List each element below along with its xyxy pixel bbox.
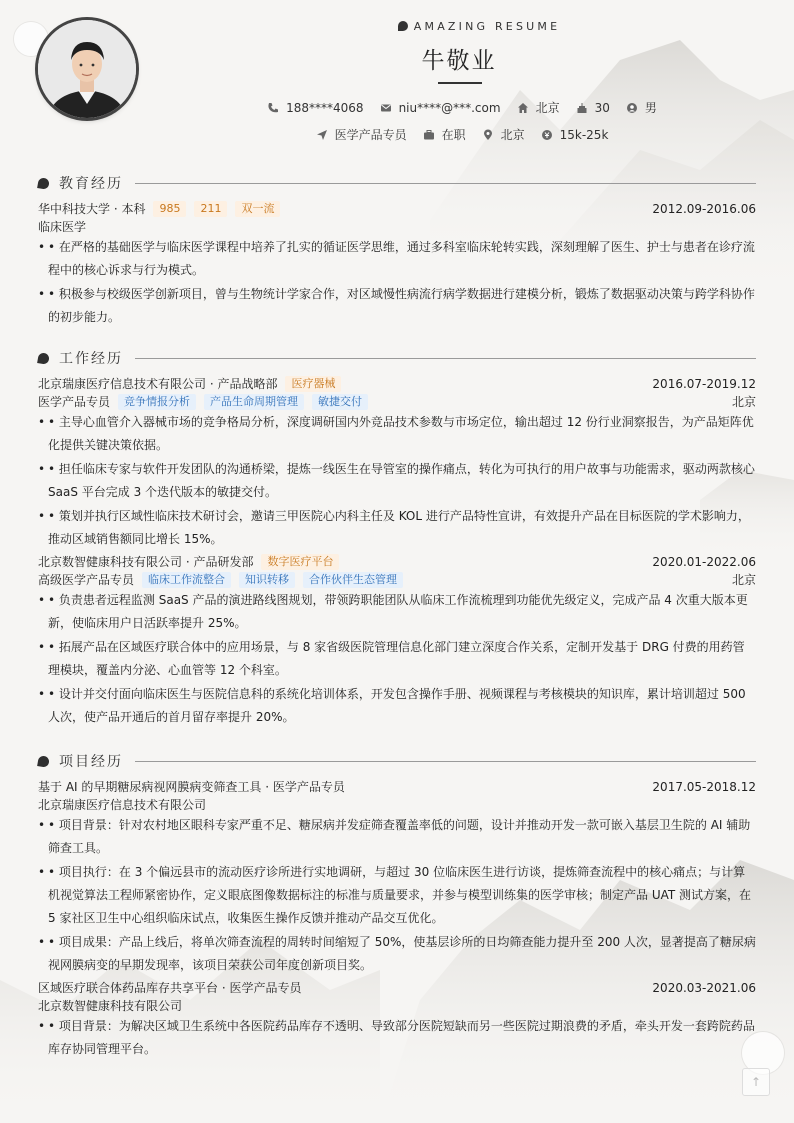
project-entry bbox=[38, 979, 756, 1061]
intent-city: 北京 bbox=[482, 126, 525, 143]
section-header bbox=[38, 751, 756, 771]
job-entry bbox=[38, 375, 756, 551]
list-item: • • 策划并执行区域性临床技术研讨会，邀请三甲医院心内科主任及 KOL 进行产品特性宣讲，有效提升产品在目标医院的学术影响力，推动区域销售额同比增长 15%。 bbox=[38, 505, 756, 551]
list-item: • • 拓展产品在区域医疗联合体中的应用场景，与 8 家省级医院管理信息化部门建立深度合作关系，定制开发基于 DRG 付费的用药管理模块，覆盖内分泌、心血管等 12 个科室。 bbox=[38, 636, 756, 682]
contact-email: niu****@***.com bbox=[380, 99, 501, 116]
project-bullets bbox=[38, 814, 756, 977]
candidate-name: 牛敬业 bbox=[421, 48, 497, 74]
intent-salary: 15k-25k bbox=[541, 126, 609, 143]
mail-icon bbox=[380, 102, 392, 114]
project-period: 2020.03-2021.06 bbox=[652, 981, 756, 995]
list-item: • • 设计并交付面向临床医生与医院信息科的系统化培训体系，开发包含操作手册、视频课程与考核模块的知识库，累计培训超过 500 人次，使产品开通后的首月留存率提升 20%。 bbox=[38, 683, 756, 729]
contact-row bbox=[0, 99, 794, 116]
company-name: 北京瑞康医疗信息技术有限公司 · 产品战略部 bbox=[38, 377, 278, 391]
section-header bbox=[38, 348, 756, 368]
send-icon bbox=[316, 129, 328, 141]
job-city: 北京 bbox=[731, 395, 756, 409]
scroll-top-button[interactable] bbox=[742, 1068, 770, 1096]
leaf-icon bbox=[398, 21, 408, 31]
section-title: 教育经历 bbox=[59, 176, 123, 192]
intent-position: 医学产品专员 bbox=[316, 126, 407, 143]
project-name: 基于 AI 的早期糖尿病视网膜病变筛查工具 · 医学产品专员 bbox=[38, 780, 345, 794]
project-entry bbox=[38, 778, 756, 977]
job-entry bbox=[38, 553, 756, 729]
job-intent-row bbox=[0, 126, 794, 143]
skill-tag: 敏捷交付 bbox=[312, 394, 368, 410]
contact-phone: 188****4068 bbox=[267, 99, 363, 116]
contact-home: 北京 bbox=[517, 99, 560, 116]
project-company: 北京数智健康科技有限公司 bbox=[38, 999, 183, 1013]
school-tag: 双一流 bbox=[235, 201, 280, 217]
list-item: • • 担任临床专家与软件开发团队的沟通桥梁，提炼一线医生在导管室的操作痛点，转化为可执行的用户故事与功能需求，驱动两款核心 SaaS 平台完成 3 个迭代版本的敏捷交付。 bbox=[38, 458, 756, 504]
school-tag: 985 bbox=[153, 201, 186, 217]
leaf-icon bbox=[37, 755, 50, 768]
intent-status: 在职 bbox=[423, 126, 466, 143]
briefcase-icon bbox=[423, 129, 435, 141]
school-tag: 211 bbox=[194, 201, 227, 217]
education-section bbox=[38, 173, 756, 330]
major: 临床医学 bbox=[38, 220, 87, 234]
gender-icon bbox=[626, 102, 638, 114]
list-item: • • 项目成果：产品上线后，将单次筛查流程的周转时间缩短了 50%，使基层诊所的日均筛查能力提升至 200 人次，显著提高了糖尿病视网膜病变的早期发现率，该项目荣获公司年度创新项目奖。 bbox=[38, 931, 756, 977]
section-header bbox=[38, 173, 756, 193]
project-name: 区域医疗联合体药品库存共享平台 · 医学产品专员 bbox=[38, 981, 302, 995]
list-item: • • 主导心血管介入器械市场的竞争格局分析，深度调研国内外竞品技术参数与市场定位，输出超过 12 份行业洞察报告，为产品矩阵优化提供关键决策依据。 bbox=[38, 411, 756, 457]
work-section bbox=[38, 348, 756, 730]
project-period: 2017.05-2018.12 bbox=[652, 780, 756, 794]
skill-tag: 竞争情报分析 bbox=[118, 394, 196, 410]
education-period: 2012.09-2016.06 bbox=[652, 202, 756, 216]
list-item: • • 项目执行：在 3 个偏远县市的流动医疗诊所进行实地调研，与超过 30 位临床医生进行访谈，提炼筛查流程中的核心痛点；与计算机视觉算法工程师紧密协作，定义眼底图像数据标注的标准与质量要求，并参与模型训练集的医学审核；制定产品 UAT 测试方案，在 5 家社区卫生中心组织临床试点，收集医生操作反馈并推动产品交互优化。 bbox=[38, 861, 756, 930]
job-bullets bbox=[38, 589, 756, 729]
section-title: 项目经历 bbox=[59, 754, 123, 770]
cake-icon bbox=[576, 102, 588, 114]
education-entry bbox=[38, 200, 756, 329]
section-divider bbox=[135, 183, 756, 184]
skill-tag: 临床工作流整合 bbox=[142, 572, 231, 588]
job-city: 北京 bbox=[731, 573, 756, 587]
location-icon bbox=[482, 129, 494, 141]
contact-gender: 男 bbox=[626, 99, 657, 116]
list-item: • • 积极参与校级医学创新项目，曾与生物统计学家合作，对区域慢性病流行病学数据进行建模分析，锻炼了数据驱动决策与跨学科协作的初步能力。 bbox=[38, 283, 756, 329]
school-name: 华中科技大学 · 本科 bbox=[38, 202, 146, 216]
skill-tag: 知识转移 bbox=[239, 572, 295, 588]
skill-tag: 产品生命周期管理 bbox=[204, 394, 304, 410]
phone-icon bbox=[267, 102, 279, 114]
list-item: • • 项目背景：针对农村地区眼科专家严重不足、糖尿病并发症筛查覆盖率低的问题，设计并推动开发一款可嵌入基层卫生院的 AI 辅助筛查工具。 bbox=[38, 814, 756, 860]
job-role: 高级医学产品专员 bbox=[38, 573, 135, 587]
project-company: 北京瑞康医疗信息技术有限公司 bbox=[38, 798, 207, 812]
list-item: • • 负责患者远程监测 SaaS 产品的演进路线图规划，带领跨职能团队从临床工作流梳理到功能优先级定义，完成产品 4 次重大版本更新，使临床用户日活跃率提升 25%。 bbox=[38, 589, 756, 635]
skill-tag: 合作伙伴生态管理 bbox=[303, 572, 403, 588]
job-period: 2020.01-2022.06 bbox=[652, 555, 756, 569]
leaf-icon bbox=[37, 177, 50, 190]
contact-age: 30 bbox=[576, 99, 610, 116]
industry-tag: 医疗器械 bbox=[285, 376, 341, 392]
job-role: 医学产品专员 bbox=[38, 395, 111, 409]
tagline: AMAZING RESUME bbox=[0, 20, 794, 33]
project-section bbox=[38, 751, 756, 1062]
job-bullets bbox=[38, 411, 756, 551]
section-divider bbox=[135, 761, 756, 762]
project-bullets bbox=[38, 1015, 756, 1061]
section-divider bbox=[135, 358, 756, 359]
salary-icon bbox=[541, 129, 553, 141]
name-underline bbox=[438, 82, 482, 84]
home-icon bbox=[517, 102, 529, 114]
company-name: 北京数智健康科技有限公司 · 产品研发部 bbox=[38, 555, 254, 569]
job-period: 2016.07-2019.12 bbox=[652, 377, 756, 391]
industry-tag: 数字医疗平台 bbox=[261, 554, 339, 570]
section-title: 工作经历 bbox=[59, 351, 123, 367]
leaf-icon bbox=[37, 352, 50, 365]
education-bullets bbox=[38, 236, 756, 329]
arrow-up-icon: ↑ bbox=[750, 1075, 762, 1089]
list-item: • • 在严格的基础医学与临床医学课程中培养了扎实的循证医学思维，通过多科室临床轮转实践，深刻理解了医生、护士与患者在诊疗流程中的核心诉求与行为模式。 bbox=[38, 236, 756, 282]
list-item: • • 项目背景：为解决区域卫生系统中各医院药品库存不透明、导致部分医院短缺而另一些医院过期浪费的矛盾，牵头开发一套跨院药品库存协同管理平台。 bbox=[38, 1015, 756, 1061]
